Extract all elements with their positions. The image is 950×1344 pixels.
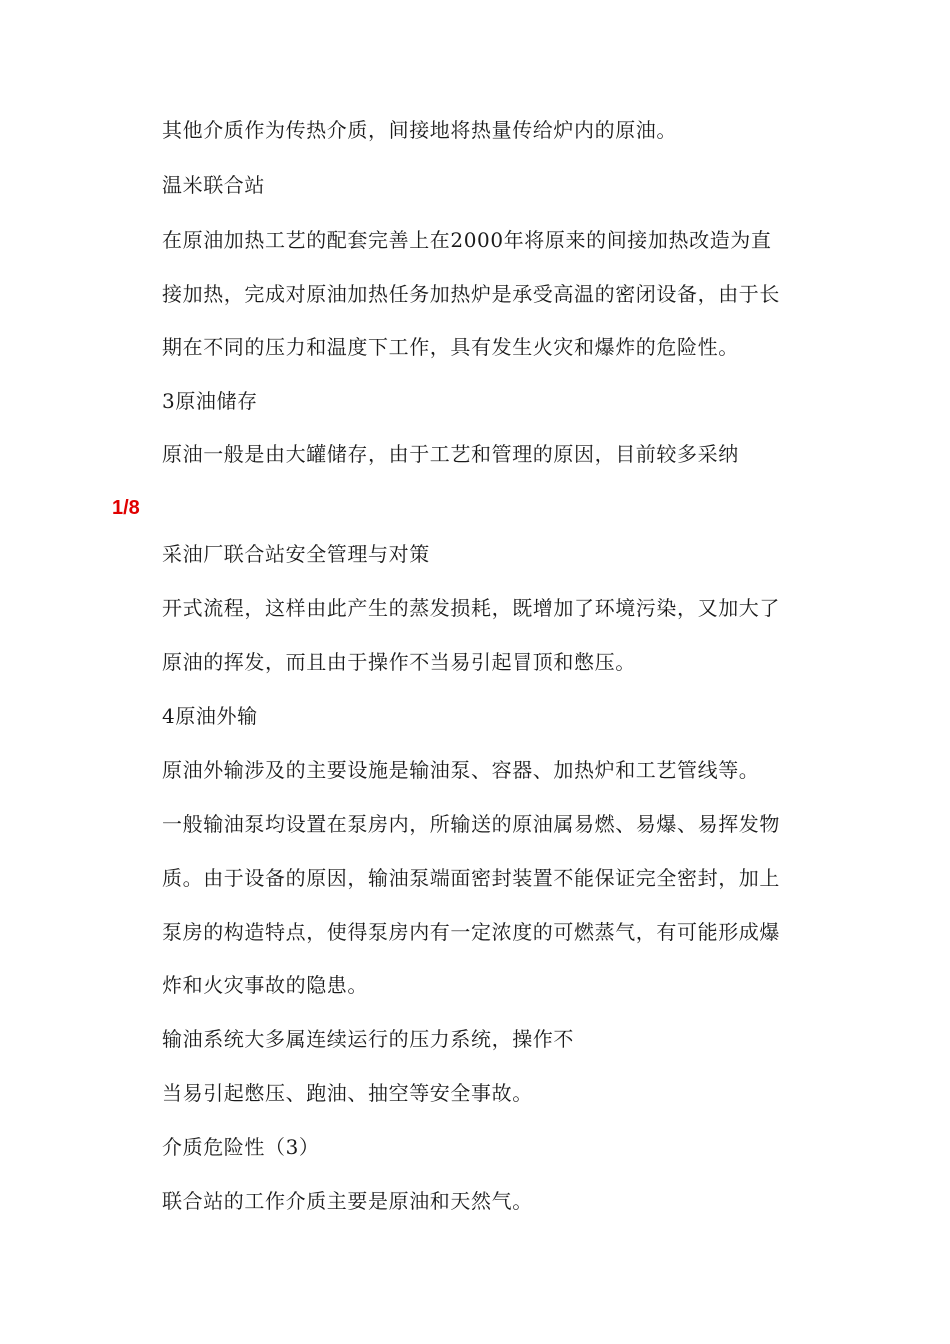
paragraph-line: 当易引起憋压、跑油、抽空等安全事故。 <box>162 1081 533 1105</box>
paragraph-line: 联合站的工作介质主要是原油和天然气。 <box>162 1189 533 1213</box>
running-header: 采油厂联合站安全管理与对策 <box>162 542 430 566</box>
section-heading: 3原油储存 <box>162 389 258 413</box>
paragraph-line: 期在不同的压力和温度下工作，具有发生火灾和爆炸的危险性。 <box>162 335 739 359</box>
section-heading: 温米联合站 <box>162 173 265 197</box>
paragraph-line: 原油的挥发，而且由于操作不当易引起冒顶和憋压。 <box>162 650 636 674</box>
paragraph-line: 炸和火灾事故的隐患。 <box>162 973 368 997</box>
paragraph-line: 开式流程，这样由此产生的蒸发损耗，既增加了环境污染，又加大了 <box>162 596 780 620</box>
section-heading: 介质危险性（3） <box>162 1135 320 1159</box>
paragraph-line: 接加热，完成对原油加热任务加热炉是承受高温的密闭设备，由于长 <box>162 282 780 306</box>
paragraph-line: 原油外输涉及的主要设施是输油泵、容器、加热炉和工艺管线等。 <box>162 758 760 782</box>
paragraph-line: 一般输油泵均设置在泵房内，所输送的原油属易燃、易爆、易挥发物 <box>162 812 780 836</box>
paragraph-line: 泵房的构造特点，使得泵房内有一定浓度的可燃蒸气，有可能形成爆 <box>162 920 780 944</box>
paragraph-line: 在原油加热工艺的配套完善上在2000年将原来的间接加热改造为直 <box>162 228 772 252</box>
paragraph-line: 原油一般是由大罐储存，由于工艺和管理的原因，目前较多采纳 <box>162 442 739 466</box>
page-number-marker: 1/8 <box>112 497 140 519</box>
paragraph-line: 输油系统大多属连续运行的压力系统，操作不 <box>162 1027 574 1051</box>
section-heading: 4原油外输 <box>162 704 258 728</box>
paragraph-line: 质。由于设备的原因，输油泵端面密封装置不能保证完全密封，加上 <box>162 866 780 890</box>
paragraph-line: 其他介质作为传热介质，间接地将热量传给炉内的原油。 <box>162 118 677 142</box>
